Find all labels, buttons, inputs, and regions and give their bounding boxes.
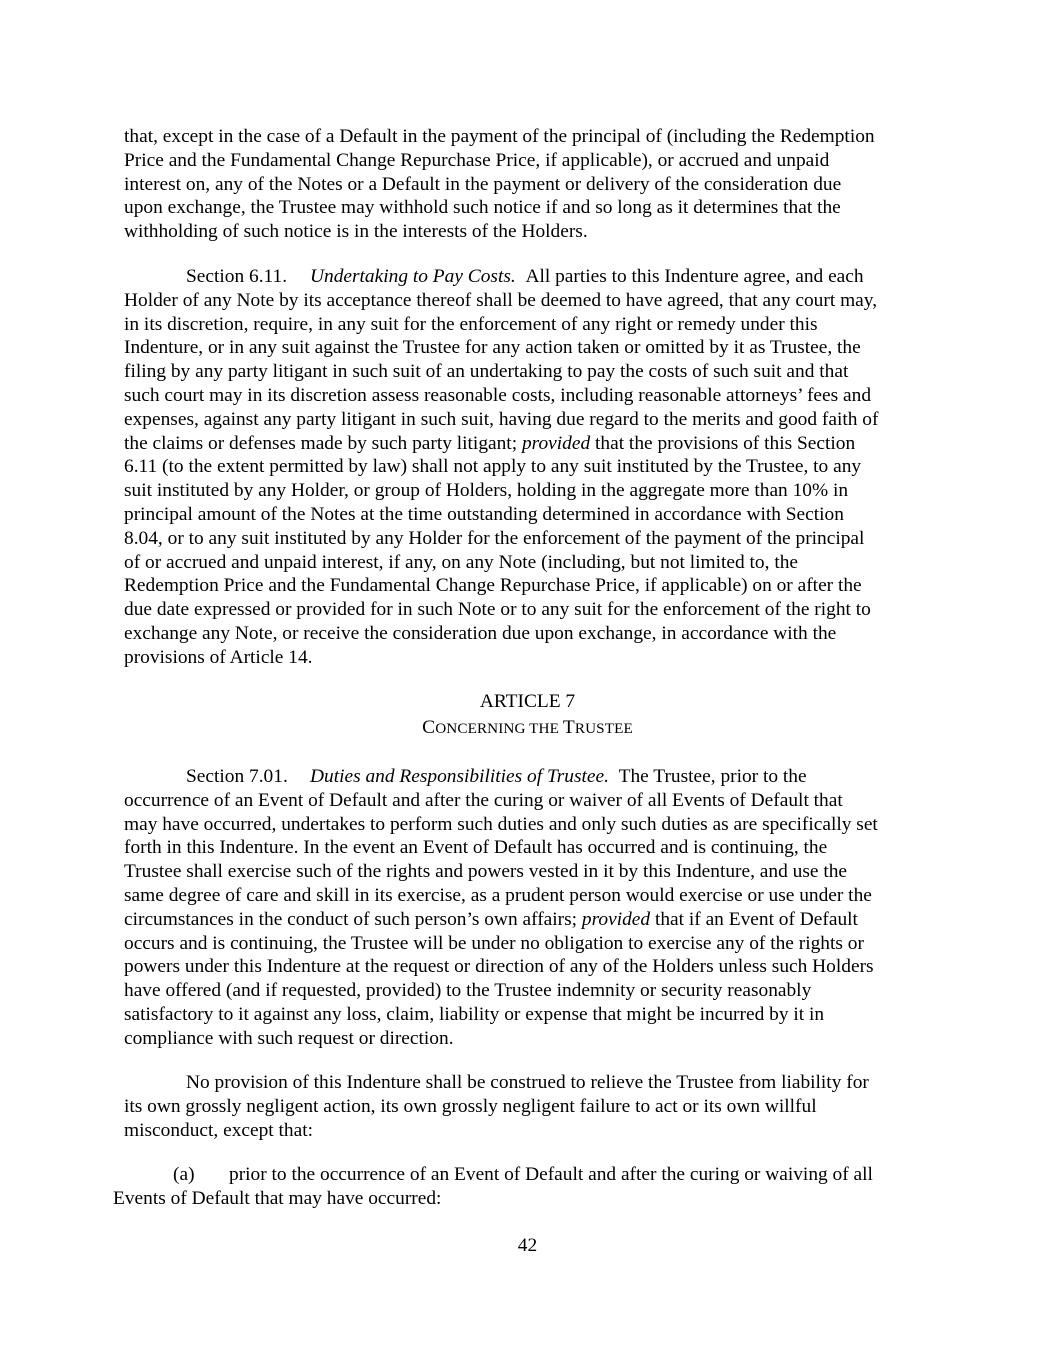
text-line: may have occurred, undertakes to perform such duties and only such duties as are specifically set [124, 813, 878, 835]
subtitle-small-caps: ONCERNING THE [435, 720, 563, 737]
text-line: principal amount of the Notes at the time outstanding determined in accordance with Section [124, 503, 844, 525]
proviso-pre: the claims or defenses made by such party litigant; [124, 432, 522, 454]
text-line: 6.11 (to the extent permitted by law) shall not apply to any suit instituted by the Trustee, to any [124, 456, 862, 478]
proviso-word: provided [521, 432, 591, 454]
proviso-post: that if an Event of Default [650, 908, 858, 930]
subtitle-small-caps: RUSTEE [574, 720, 633, 737]
text-line [124, 1071, 936, 1095]
text-line: Trustee shall exercise such of the rights and powers vested in it by this Indenture, and use the [124, 861, 848, 883]
text-line: same degree of care and skill in its exercise, as a prudent person would exercise or use under the [124, 884, 872, 906]
text-line: exchange any Note, or receive the consideration due upon exchange, in accordance with the [124, 622, 837, 644]
proviso-word: provided [581, 908, 651, 930]
text-line: such court may in its discretion assess reasonable costs, including reasonable attorneys’ fees and [124, 384, 872, 406]
text-line: expenses, against any party litigant in such suit, having due regard to the merits and good faith of [124, 408, 879, 430]
section-number: Section 6.11. [186, 266, 288, 287]
text-line: Price and the Fundamental Change Repurchase Price, if applicable), or accrued and unpaid [124, 149, 830, 171]
text-line: interest on, any of the Notes or a Default in the payment or delivery of the consideration due [124, 173, 842, 195]
section-title: Duties and Responsibilities of Trustee. [310, 766, 609, 787]
text-line: upon exchange, the Trustee may withhold such notice if and so long as it determines that the [124, 197, 841, 219]
text-line: Redemption Price and the Fundamental Change Repurchase Price, if applicable) on or after the [124, 575, 862, 597]
article-subtitle [0, 716, 1055, 741]
section-7-01 [124, 765, 936, 1051]
text-line-proviso [124, 908, 936, 932]
text-line: occurs and is continuing, the Trustee will be under no obligation to exercise any of the rights or [124, 932, 864, 954]
text-line: provisions of Article 14. [124, 646, 313, 668]
proviso-post: that the provisions of this Section [590, 432, 856, 454]
text-line: 8.04, or to any suit instituted by any Holder for the enforcement of the payment of the principal [124, 527, 865, 549]
text-line: powers under this Indenture at the request or direction of any of the Holders unless such Holders [124, 956, 874, 978]
text-line: filing by any party litigant in such suit of an undertaking to pay the costs of such suit and that [124, 361, 849, 383]
text-line: its own grossly negligent action, its own grossly negligent failure to act or its own willful [124, 1095, 817, 1117]
text-line: in its discretion, require, in any suit for the enforcement of any right or remedy under this [124, 313, 818, 335]
section-heading-line [124, 765, 936, 789]
subtitle-cap: T [562, 717, 575, 738]
text-line: suit instituted by any Holder, or group of Holders, holding in the aggregate more than 10% in [124, 480, 849, 502]
section-text: All parties to this Indenture agree, and each [525, 266, 864, 287]
section-number: Section 7.01. [186, 766, 288, 787]
section-heading-line [124, 265, 936, 289]
paragraph-no-provision [124, 1071, 936, 1142]
text-line: Indenture, or in any suit against the Trustee for any action taken or omitted by it as Trustee, the [124, 337, 861, 359]
text-line: withholding of such notice is in the interests of the Holders. [124, 221, 588, 243]
text-line: have offered (and if requested, provided) to the Trustee indemnity or security reasonably [124, 980, 812, 1002]
text-line: occurrence of an Event of Default and after the curing or waiver of all Events of Default that [124, 789, 843, 811]
section-text: The Trustee, prior to the [618, 766, 807, 787]
text-line: Holder of any Note by its acceptance thereof shall be deemed to have agreed, that any court may, [124, 289, 878, 311]
section-6-11 [124, 265, 936, 670]
text-line: that, except in the case of a Default in the payment of the principal of (including the Redemption [124, 126, 875, 147]
item-text: prior to the occurrence of an Event of Default and after the curing or waiving of all [229, 1164, 873, 1185]
text-line: of or accrued and unpaid interest, if any, on any Note (including, but not limited to, the [124, 551, 799, 573]
section-title: Undertaking to Pay Costs. [310, 266, 516, 287]
text-line: due date expressed or provided for in such Note or to any suit for the enforcement of the right to [124, 599, 871, 621]
text-line: compliance with such request or direction. [124, 1027, 454, 1049]
text-line: misconduct, except that: [124, 1119, 314, 1141]
text-line: satisfactory to it against any loss, claim, liability or expense that might be incurred by it in [124, 1003, 825, 1025]
article-heading: ARTICLE 7 [479, 691, 576, 712]
text-line: forth in this Indenture. In the event an Event of Default has occurred and is continuing, the [124, 837, 828, 859]
item-second-line: Events of Default that may have occurred: [113, 1187, 442, 1209]
page-number: 42 [517, 1235, 538, 1256]
item-first-line [113, 1163, 943, 1187]
list-item-a [113, 1163, 943, 1211]
paragraph-continuation [124, 125, 936, 244]
text-line-first: No provision of this Indenture shall be construed to relieve the Trustee from liability for [186, 1072, 869, 1093]
subtitle-cap: C [422, 717, 436, 738]
text-line-proviso [124, 432, 936, 456]
proviso-pre: circumstances in the conduct of such person’s own affairs; [124, 908, 582, 930]
item-label: (a) [173, 1164, 195, 1185]
